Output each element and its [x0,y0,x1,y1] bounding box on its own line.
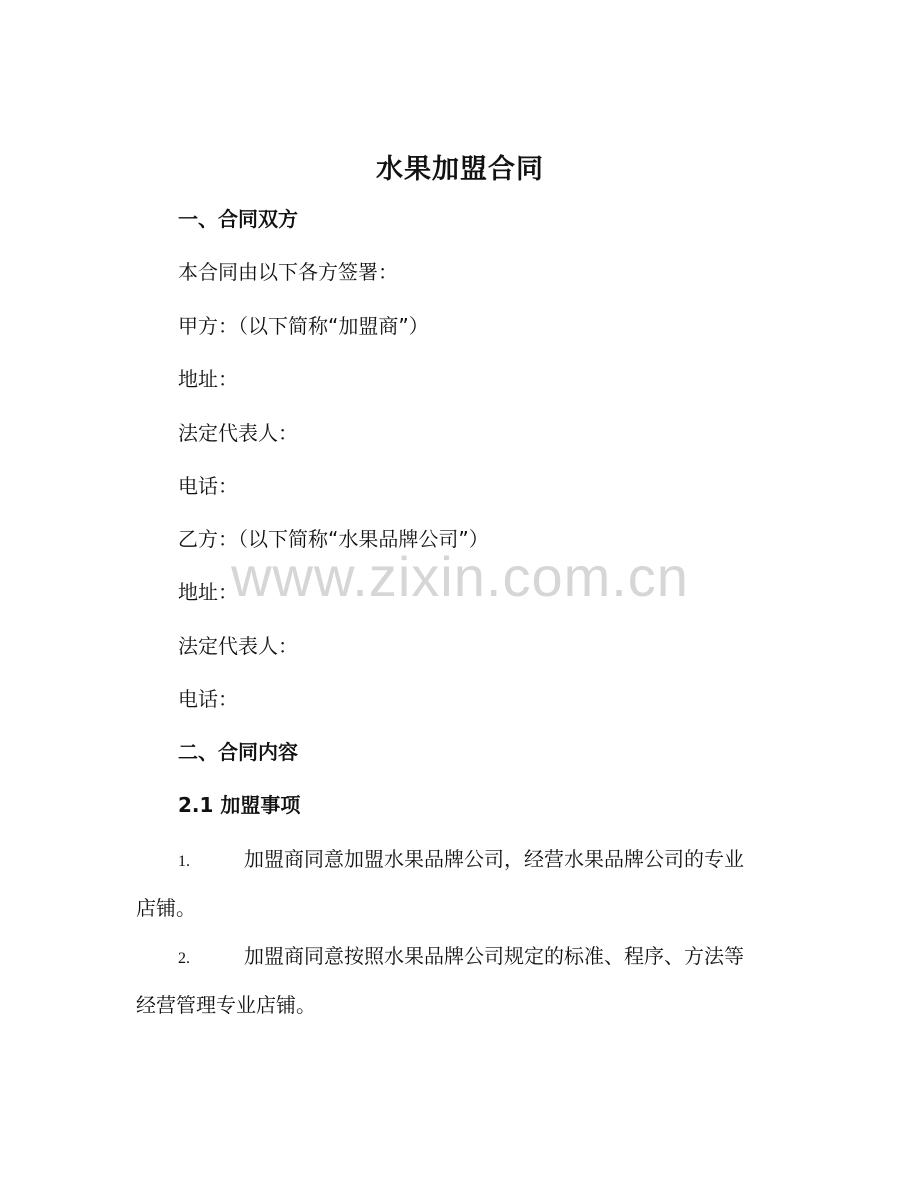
party-b-phone: 电话： [178,687,238,711]
document-title: 水果加盟合同 [376,154,544,185]
section-heading-content: 二、合同内容 [178,740,298,764]
watermark: www.zixin.com.cn [231,545,689,608]
list-item-continuation: 经营管理专业店铺。 [136,993,316,1017]
party-a-phone: 电话： [178,474,238,498]
party-b-representative: 法定代表人： [178,634,298,658]
subsection-heading: 2.1 加盟事项 [178,793,301,817]
list-item-text: 加盟商同意加盟水果品牌公司，经营水果品牌公司的专业 [244,847,744,871]
list-item-number: 2. [178,950,190,967]
party-b-address: 地址： [178,580,238,604]
intro-text: 本合同由以下各方签署： [178,260,398,284]
party-a-address: 地址： [178,367,238,391]
list-item-number: 1. [178,853,190,870]
list-item [136,941,776,1020]
list-item [136,844,776,923]
list-item-continuation: 店铺。 [136,896,196,920]
list-item-text: 加盟商同意按照水果品牌公司规定的标准、程序、方法等 [244,944,744,968]
party-a-line: 甲方：（以下简称“加盟商”） [178,314,429,338]
party-a-representative: 法定代表人： [178,421,298,445]
party-b-line: 乙方：（以下简称“水果品牌公司”） [178,527,489,551]
section-heading-parties: 一、合同双方 [178,207,298,231]
